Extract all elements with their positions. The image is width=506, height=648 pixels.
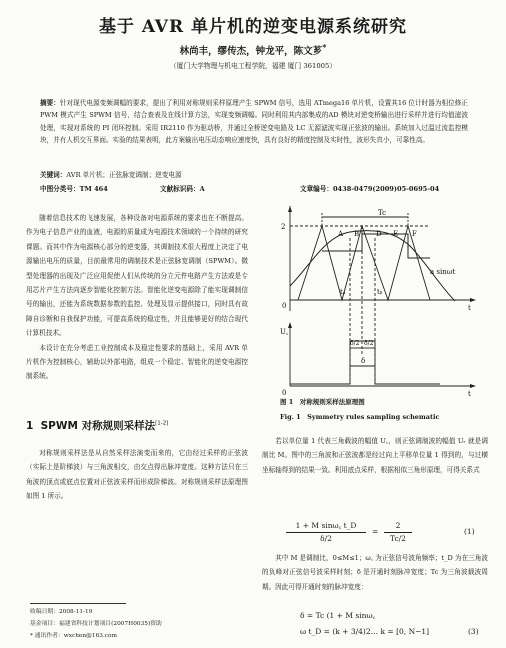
eq1-equals: = (372, 527, 379, 536)
clc-number (40, 183, 108, 193)
label-two: 2 (281, 223, 286, 231)
right-para-2-text: 其中 M 是调制比，0≤M≤1；ω꜀ 为正弦信号波角频率；t_D 为在三角波的负峰对正弦信号波采样时刻；δ 是开通时刻脉冲宽度；Tc 为三角波载波周期。因此可得开通时刻的脉冲宽度： (262, 554, 488, 591)
article-id-value: 0438-0479(2009)05-0695-04 (332, 185, 440, 193)
author-names: 林尚丰，缪传杰，钟龙平，陈文芗 (179, 46, 323, 58)
label-delta: δ (361, 357, 366, 365)
funding: 基金项目：福建省科技计划项目(2007H0035)资助 (30, 621, 162, 627)
figure-caption-cn: 图 1 对称规则采样法原理图 (280, 398, 365, 406)
section-1-heading (26, 418, 168, 433)
article-id-label: 文章编号： (300, 185, 333, 193)
sine-wave (290, 231, 455, 301)
label-ta: tₐ (340, 288, 346, 296)
figure-caption-en: Fig. 1 Symmetry rules sampling schematic (280, 413, 440, 421)
label-f: F (412, 230, 417, 238)
triangle-carrier (298, 226, 430, 300)
label-asin: a sinωt (430, 268, 456, 276)
right-paragraph-1 (262, 434, 488, 477)
doc-code-label: 文献标识码： (160, 185, 200, 193)
clc-label: 中图分类号： (40, 185, 80, 193)
label-d: D (376, 230, 382, 238)
eq1-tag: (1) (464, 527, 475, 536)
right-paragraph-2 (262, 551, 488, 594)
section-title: SPWM 对称规则采样法 (40, 420, 156, 432)
label-b: B (354, 230, 360, 238)
corresponding-mark: * (322, 43, 327, 52)
label-zero-bottom: 0 (282, 389, 287, 396)
keywords-text: AVR 单片机；正弦脉宽调制；逆变电源 (66, 171, 182, 179)
label-a: A (338, 230, 344, 238)
eq1-rhs-numerator: 2 (395, 521, 401, 530)
corresponding-email: * 通讯作者：wxchen@163.com (30, 633, 118, 639)
x-axis-top-arrow (470, 298, 476, 302)
equation-3-tag: (3) (468, 627, 479, 636)
equation-3: ω t_D = (k + 3/4)2… k = [0, N−1] (300, 627, 430, 636)
figure-1-diagram (280, 206, 480, 396)
label-t: t (468, 304, 471, 312)
paper-title: 基于 AVR 单片机的逆变电源系统研究 (98, 17, 408, 37)
intro-paragraph-2: 本设计在充分考虑工业控制成本及稳定性要求的基础上，采用 AVR 单片机作为控制核心，辅助以外部电路，组成一个稳定、智能化的逆变电源控制系统。 (26, 343, 248, 381)
abstract-label: 摘要： (40, 99, 60, 107)
label-half-delta-1: δ/2 (350, 340, 360, 347)
received-date: 收稿日期：2008-11-19 (30, 609, 93, 615)
eq1-rhs-denominator: Tc/2 (390, 534, 406, 543)
equation-1 (286, 521, 486, 547)
section-ref: [1-2] (155, 420, 169, 427)
label-t-bottom: t (468, 390, 471, 396)
footnote-rule (30, 603, 126, 604)
intro-paragraph-1: 随着信息技术的飞速发展，各种设备对电源系统的要求也在不断提高。作为电子信息产业的血液，电源的质量成为电源技术领域的一个持续的研究课题。而其中作为电源核心部分的逆变器，其调制技术很大程度上决定了电源输出电压的质量，目前最常用的调制技术是正弦脉宽调制（SPWM）。微型处理器的出现及广泛应用促使人们从传统的分立元件电路产生方法或是专用芯片产生方法向逐步智能化控制方法。智能化逆变电源除了能实现调制信号的输出，还能为系统数据参数的监控、处理及显示提供接口，同时具有故障自诊断和自我保护功能，可提高系统的稳定性，并且能够更好的结合现代计算机技术。 (26, 214, 248, 338)
article-id (300, 183, 439, 193)
label-zero: 0 (282, 302, 287, 310)
label-uc: U꜀ (280, 328, 289, 336)
label-half-delta-2: δ/2 (364, 340, 374, 347)
abstract-text: 针对现代电源变频调幅的要求，提出了利用对称规则采样原理产生 SPWM 信号，选用 ATmega16 单片机，设置其16 位计时器为相位修正 PWM 模式产生 SPWM 信号，结合查表及在线计算方法，实现变频调幅。同时利用其内部集成的AD 模块对逆变桥输出进行采样并进行均值滤波处理，实现对系统的 PI 闭环控制。采用 IR2110 作为驱动桥，并通过全桥逆变电路及 LC 无源滤波实现正弦波的输出。系统加入过温过流监控模块，并有人机交互界面。实验的结果表明，此方案输出电压动态响应速度快，具有良好的精度控制及实时性，波形失真小，可靠性高。 (40, 99, 468, 145)
eq1-lhs-numerator: 1 + M sinω꜀ t_D (295, 521, 357, 530)
abstract (40, 97, 468, 147)
author-list (0, 43, 506, 57)
y-axis-top-arrow (288, 206, 292, 212)
document-code (160, 183, 205, 193)
section-number: 1 (26, 420, 34, 432)
clc-value: TM 464 (79, 185, 108, 193)
keywords (40, 169, 468, 179)
doc-code-value: A (199, 185, 205, 193)
section-1-text (26, 446, 248, 504)
right-para-1-text: 若以单位量 1 代表三角载波的幅值 U꜀，则正弦调制波的幅值 Uᵣ 就是调制比 M。图中的三角波和正弦波都是经过向上平移单位量 1 得到的，与过横坐标轴得到的结果一致。利用底点采样，根据相似三角形原理，可得关系式 (262, 437, 488, 474)
intro-text (26, 211, 248, 384)
affiliation: （厦门大学物理与机电工程学院，福建 厦门 361005） (169, 62, 337, 70)
eq1-lhs-denominator: δ/2 (320, 534, 332, 543)
equation-2: δ = Tc (1 + M sinω꜀ (300, 611, 376, 620)
label-tc: Tc (378, 209, 387, 217)
section-1-paragraph: 对称规则采样法是从自然采样法演变而来的，它由经过采样的正弦波（实际上是阶梯波）与三角波相交，由交点得出脉冲宽度。这种方法只在三角波的顶点或底点位置对正弦波采样而形成阶梯波。对称规则采样法原理图如图 1 所示。 (26, 449, 248, 501)
footnotes (30, 606, 162, 642)
label-e: E (393, 230, 399, 238)
keywords-label: 关键词： (40, 171, 67, 179)
label-tb: tᵦ (377, 288, 383, 296)
